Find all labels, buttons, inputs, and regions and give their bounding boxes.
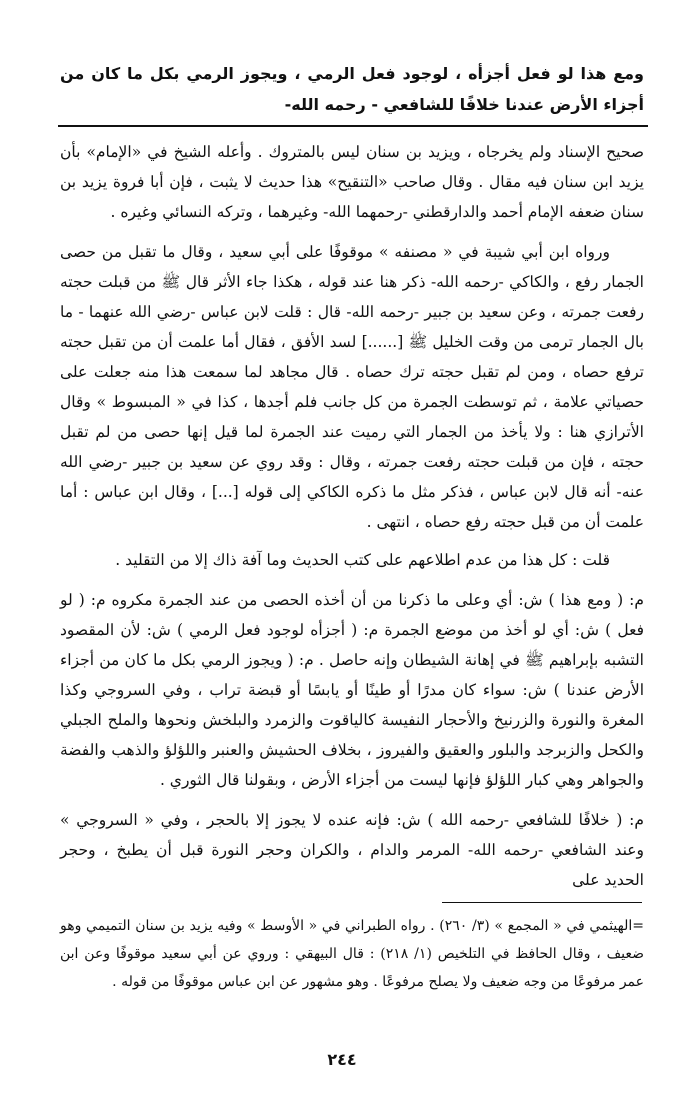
paragraph-4: م: ( ومع هذا ) ش: أي وعلى ما ذكرنا من أن أخذه الحصى من عند الجمرة مكروه م: ( لو فعل ) ش: أي لو أخذ من موضع الجمرة م: ( أجزأه لوجود فعل الرمي ) ش: لأن المقصود التشبه بإبراهيم ﷺ في إهانة الشيطان وإنه حاصل . م: ( ويجوز الرمي بكل ما كان من أجزاء الأرض عندنا ) ش: سواء كان مدرًا أو طينًا أو يابسًا أو قبضة تراب ، وفي السروجي وكذا المغرة والنورة والزرنيخ والأحجار النفيسة كالياقوت والزمرد والبلخش ونحوها والملح الجبلي والكحل والزبرجد والبلور والعقيق والفيروز ، بخلاف الحشيش والعنبر واللؤلؤ والذهب والفضة والجواهر وهي كبار اللؤلؤ فإنها ليست من أجزاء الأرض ، وبقولنا قال الثوري .	[60, 591, 644, 789]
paragraph-3: قلت : كل هذا من عدم اطلاعهم على كتب الحديث وما آفة ذاك إلا من التقليد .	[115, 551, 610, 569]
header-divider	[58, 125, 648, 127]
page-number: ٢٤٤	[327, 1050, 357, 1069]
footnote-text: =الهيثمي في « المجمع » (٣/ ٢٦٠) . رواه الطبراني في « الأوسط » وفيه يزيد بن سنان التميمي وهو ضعيف ، وقال الحافظ في التلخيص (١/ ٢١٨) : قال البيهقي : وروي عن أبي سعيد موقوفًا وعن ابن عمر مرفوعًا من وجه ضعيف ولا يصلح مرفوعًا . وهو مشهور عن ابن عباس موقوفًا من قوله .	[60, 918, 644, 990]
footnote	[60, 912, 644, 996]
paragraph-2: ورواه ابن أبي شيبة في « مصنفه » موقوفًا على أبي سعيد ، وقال ما تقبل من حصى الجمار رفع ، والكاكي -رحمه الله- ذكر هنا عند قوله ، هكذا جاء الأثر قال ﷺ من قبلت حجته رفعت جمرته ، وعن سعيد بن جبير -رحمه الله- قال : قلت لابن عباس -رضي الله عنهما - ما بال الجمار ترمى من وقت الخليل ﷺ [......] لسد الأفق ، فقال أما علمت أن من تقبل حجته ترفع حصاه ، ومن لم تقبل حجته ترك حصاه . قال مجاهد لما سمعت هذا منه جعلت على حصياتي علامة ، ثم توسطت الجمرة من كل جانب فلم أجدها ، كذا في « المبسوط » وقال الأترازي هنا : ولا يأخذ من الجمار التي رميت عند الجمرة لما قيل إنها حصى من لم تقبل حجته ، فإن من قبلت حجته رفعت جمرته ، وقال : وقد روي عن سعيد بن جبير -رضي الله عنه- أنه قال لابن عباس ، فذكر مثل ما ذكره الكاكي إلى قوله [...] ، وقال ابن عباس : أما علمت أن من قبل حجته رفع حصاه ، انتهى .	[60, 243, 644, 531]
footnote-divider	[442, 902, 642, 903]
commentary-body	[60, 137, 644, 895]
paragraph-1: صحيح الإسناد ولم يخرجاه ، ويزيد بن سنان ليس بالمتروك . وأعله الشيخ في «الإمام» بأن يزيد ابن سنان فيه مقال . وقال صاحب «التنقيح» هذا حديث لا يثبت ، فإن أبا فروة يزيد بن سنان ضعفه الإمام أحمد والدارقطني -رحمهما الله- وغيرهما ، وتركه النسائي وغيره .	[60, 143, 644, 221]
paragraph-5: م: ( خلافًا للشافعي -رحمه الله ) ش: فإنه عنده لا يجوز إلا بالحجر ، وفي « السروجي » وعند الشافعي -رحمه الله- المرمر والدام ، والكران وحجر النورة قبل أن يطبخ ، وحجر الحديد على	[60, 811, 644, 889]
matn-header	[60, 58, 644, 120]
matn-header-text: ومع هذا لو فعل أجزأه ، لوجود فعل الرمي ، ويجوز الرمي بكل ما كان من أجزاء الأرض عندنا خلافًا للشافعي - رحمه الله-	[60, 64, 644, 114]
